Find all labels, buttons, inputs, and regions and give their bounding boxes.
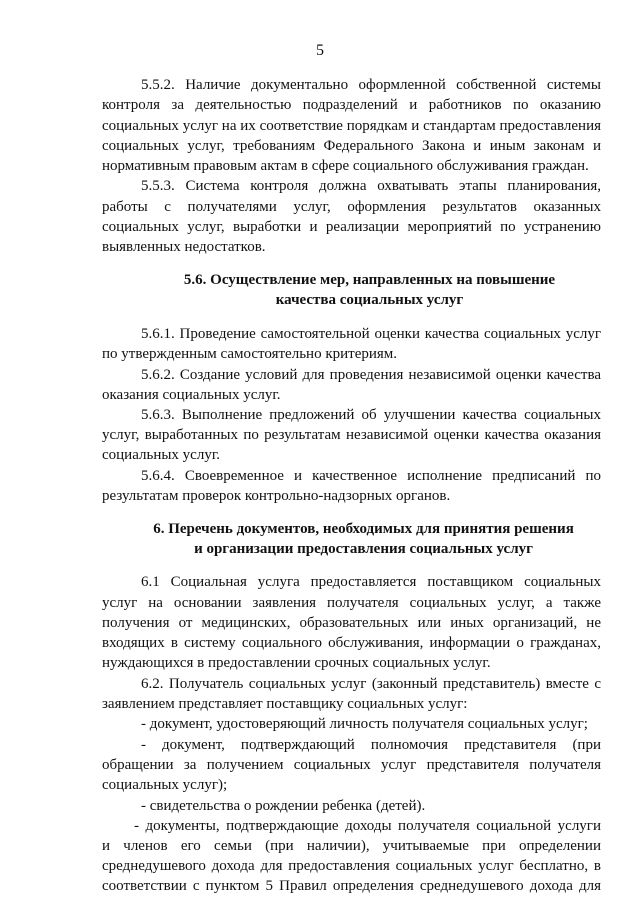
text-line: соответствии с пунктом 5 Правил определения среднедушевого дохода для (102, 878, 601, 894)
text-line: контроля за деятельностью подразделений и работников по оказанию (102, 97, 601, 113)
text-line: социальных услуг, требованиям Федерального Закона и иным законам и (102, 138, 601, 154)
text-line: 6.1 Социальная услуга предоставляется поставщиком социальных (141, 574, 601, 590)
text-line: социальных услуг); (102, 777, 228, 793)
list-item: - документ, подтверждающий полномочия представителя (при (141, 737, 601, 753)
text-line: социальных услуг на их соответствие порядкам и стандартам предоставления (102, 118, 601, 134)
text-line: 6.2. Получатель социальных услуг (законный представитель) вместе с (141, 676, 601, 692)
text-line: входящих в систему социального обслуживания, информации о гражданах, (102, 635, 601, 651)
text-line: результатам проверок контрольно-надзорных органов. (102, 488, 451, 504)
text-line: 5.6.3. Выполнение предложений об улучшении качества социальных (141, 407, 601, 423)
section-heading: и организации предоставления социальных услуг (194, 541, 533, 557)
text-line: 5.6.4. Своевременное и качественное исполнение предписаний по (141, 468, 601, 484)
text-line: социальных услуг, выработки и реализации мероприятий по устранению (102, 219, 601, 235)
section-heading: качества социальных услуг (275, 292, 464, 308)
text-line: заявлением представляет поставщику социальных услуг: (102, 696, 468, 712)
page-number: 5 (316, 42, 324, 59)
text-line: нормативным правовым актам в сфере социального обслуживания граждан. (102, 158, 589, 174)
text-line: выявленных недостатков. (102, 239, 266, 255)
text-line: услуг, выработанных по результатам независимой оценки качества оказания (102, 427, 601, 443)
text-line: 5.6.2. Создание условий для проведения независимой оценки качества (141, 367, 601, 383)
text-line: по утвержденным самостоятельно критериям. (102, 346, 398, 362)
list-item: - документы, подтверждающие доходы получателя социальной услуги (134, 818, 601, 834)
text-line: нуждающихся в предоставлении срочных социальных услуг. (102, 655, 491, 671)
text-line: среднедушевого дохода для предоставления социальных услуг бесплатно, в (102, 858, 601, 874)
text-line: оказания социальных услуг. (102, 387, 281, 403)
section-heading: 5.6. Осуществление мер, направленных на повышение (183, 272, 556, 288)
text-line: 5.5.3. Система контроля должна охватывать этапы планирования, (141, 178, 601, 194)
text-line: и членов его семьи (при наличии), учитываемые при определении (102, 838, 601, 854)
text-line: получения от медицинских, образовательных или иных организаций, не (102, 615, 601, 631)
text-line: 5.5.2. Наличие документально оформленной собственной системы (141, 77, 601, 93)
text-line: работы с получателями услуг, оформления результатов оказанных (102, 199, 601, 215)
text-line: 5.6.1. Проведение самостоятельной оценки качества социальных услуг (141, 326, 601, 342)
list-item: - документ, удостоверяющий личность получателя социальных услуг; (141, 716, 588, 732)
text-line: социальных услуг. (102, 447, 221, 463)
list-item: - свидетельства о рождении ребенка (детей). (141, 798, 426, 814)
section-heading: 6. Перечень документов, необходимых для принятия решения (153, 521, 574, 537)
text-line: услуг на основании заявления получателя социальных услуг, а также (102, 595, 601, 611)
text-line: обращении за получением социальных услуг представителя получателя (102, 757, 601, 773)
